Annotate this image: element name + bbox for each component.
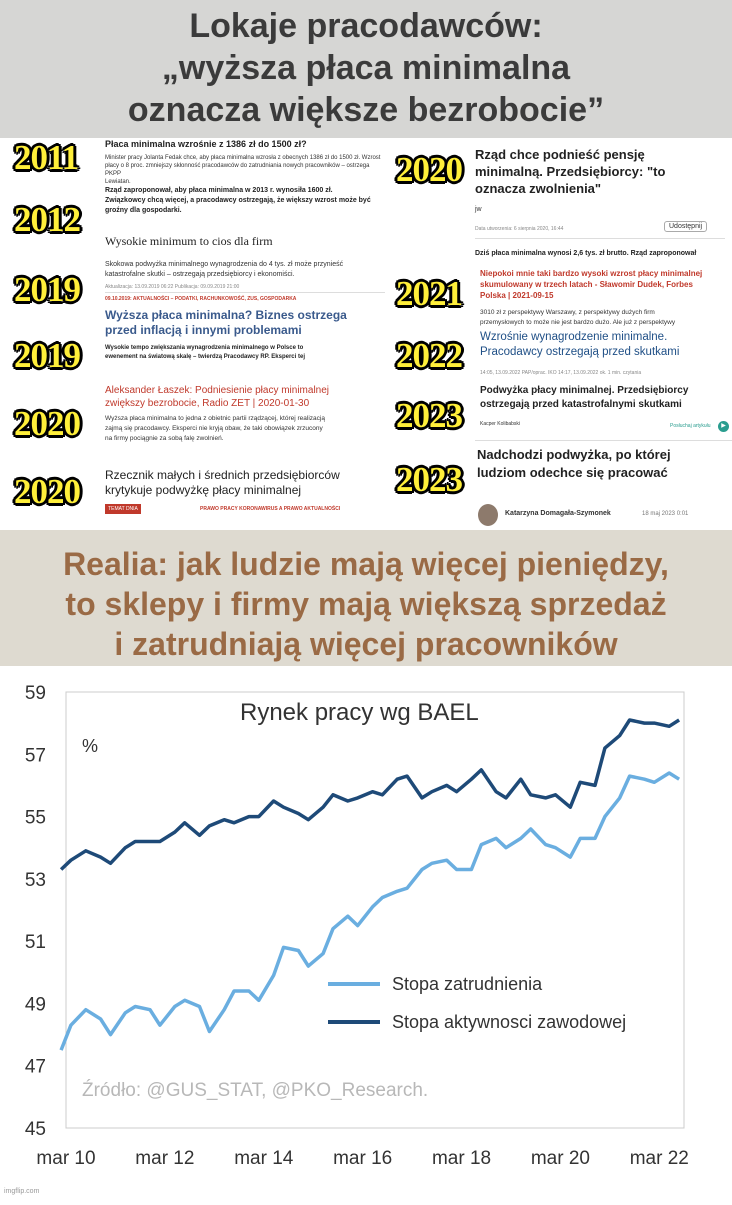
title-banner <box>0 0 732 138</box>
chart-svg <box>0 666 732 1200</box>
year-label: 2023 <box>396 396 462 435</box>
snippet-body: Dziś płaca minimalna wynosi 2,6 tys. zł brutto. Rząd zaproponował <box>475 250 697 257</box>
year-label: 2023 <box>396 460 462 499</box>
snippet-body: Wysokie tempo zwiększania wynagrodzenia minimalnego w Polsce to ewenement na światową skalę – twierdzą Pracodawcy RP. Eksperci tej <box>105 345 305 360</box>
year-label: 2021 <box>396 274 462 313</box>
title-line-3: oznacza większe bezrobocie” <box>127 91 605 129</box>
headline-2023-interia: Podwyżka płacy minimalnej. Przedsiębiorcy ostrzegają przed katastrofalnymi skutkami <box>480 385 689 410</box>
year-label: 2020 <box>14 472 80 511</box>
y-tick-label: 59 <box>24 683 46 704</box>
headline-2011: Płaca minimalna wzrośnie z 1386 zł do 1500 zł? <box>105 139 307 149</box>
article-meta: Aktualizacja: 13.09.2019 06:22 Publikacja: 09.09.2019 21:00 <box>105 284 240 290</box>
listen-article-link[interactable]: Posłuchaj artykułu <box>670 423 711 429</box>
year-label: 2011 <box>14 138 79 177</box>
headline-collage <box>0 138 732 530</box>
author: Kacper Kolibabski <box>480 421 521 427</box>
author: Katarzyna Domagała-Szymonek <box>505 510 611 517</box>
title-line-1: Lokaje pracodawców: <box>189 7 543 45</box>
divider <box>105 292 385 293</box>
category-tag: 09.10.2019: AKTUALNOŚCI – PODATKI, RACHUNKOWOŚĆ, ZUS, GOSPODARKA <box>105 296 297 302</box>
headline-2023-natemat: Nadchodzi podwyżka, po której ludziom odechce się pracować <box>477 447 671 480</box>
headline-2019-rp: Wysokie minimum to cios dla firm <box>105 234 273 248</box>
legend-label-employment: Stopa zatrudnienia <box>392 974 543 994</box>
x-tick-label: mar 12 <box>135 1148 195 1169</box>
year-label: 2020 <box>14 404 80 443</box>
topic-badge: TEMAT DNIA <box>105 504 141 514</box>
article-date: 18 maj 2023 0:01 <box>642 511 689 517</box>
share-button[interactable]: Udostępnij <box>664 221 707 232</box>
realia-line-3: i zatrudniają więcej pracowników <box>114 626 618 662</box>
headline-2012: Rząd zaproponował, aby płaca minimalna w 2013 r. wynosiła 1600 zł. Związkowcy chcą więcej, a pracodawcy ostrzegają, że większy wzrost może być groźny dla gospodarki. <box>105 187 371 214</box>
snippet-body: Skokowa podwyżka minimalnego wynagrodzenia do 4 tys. zł może przynieść katastrofalne skutki – ostrzegają przedsiębiorcy i ekonomiści. <box>105 261 344 278</box>
author: jw <box>475 206 482 213</box>
x-tick-label: mar 18 <box>431 1148 492 1169</box>
realia-line-1: Realia: jak ludzie mają więcej pieniędzy, <box>63 546 669 582</box>
headline-2021-forbes: Niepokoi mnie taki bardzo wysoki wzrost płacy minimalnej skumulowany w trzech latach - Sławomir Dudek, Forbes Polska | 2021-09-15 <box>480 269 703 300</box>
category-links: PRAWO PRACY KORONAWIRUS A PRAWO AKTUALNOŚCI <box>200 506 341 512</box>
y-tick-label: 45 <box>24 1119 46 1140</box>
headline-2020-radiozet: Aleksander Łaszek: Podniesienie płacy minimalnej zwiększy bezrobocie, Radio ZET | 2020-01-30 <box>105 385 330 409</box>
y-tick-label: 57 <box>24 745 46 767</box>
snippet-body: Wyższa płaca minimalna to jedna z obietnic partii rządzącej, której realizacją zajmą się pracodawcy. Eksperci nie kryją obaw, że taki obowiązek zrzucony na firmy pociągnie za sobą falę zwolnień. <box>105 415 325 442</box>
year-label: 2012 <box>14 200 80 239</box>
article-meta: 14:05, 13.09.2022 PAP/oprac. IKO 14:17, 13.09.2022 ok. 1 min. czytania <box>480 370 642 376</box>
plot-frame <box>66 692 684 1128</box>
year-label: 2019 <box>14 270 80 309</box>
headline-2022-money: Wzrośnie wynagrodzenie minimalne. Pracodawcy ostrzegają przed skutkami <box>480 331 680 358</box>
snippet-body: 3010 zł z perspektywy Warszawy, z perspektywy dużych firm przemysłowych to może nie jest bardzo dużo. Ale już z perspektywy <box>480 309 676 326</box>
year-label: 2022 <box>396 336 462 375</box>
title-line-2: „wyższa płaca minimalna <box>161 49 571 87</box>
year-label: 2020 <box>396 150 462 189</box>
realia-line-2: to sklepy i firmy mają większą sprzedaż <box>65 586 667 622</box>
headline-2020-fakt: Rząd chce podnieść pensję minimalną. Przedsiębiorcy: "to oznacza zwolnienia" <box>475 147 666 196</box>
y-tick-label: 47 <box>24 1056 46 1078</box>
article-date: Data utworzenia: 6 sierpnia 2020, 16:44 <box>475 226 564 232</box>
headline-2019-biznes: Wyższa płaca minimalna? Biznes ostrzega przed inflacją i innymi problemami <box>105 308 347 337</box>
realia-banner <box>0 530 732 666</box>
speaker-icon[interactable]: ▶ <box>718 421 729 432</box>
x-tick-label: mar 16 <box>333 1148 393 1169</box>
avatar <box>478 504 498 526</box>
chart-title: Rynek pracy wg BAEL <box>240 699 479 726</box>
divider <box>475 238 725 239</box>
x-tick-label: mar 10 <box>36 1148 96 1169</box>
x-tick-label: mar 20 <box>530 1148 590 1169</box>
x-tick-label: mar 22 <box>629 1148 689 1169</box>
labor-market-chart <box>0 666 732 1200</box>
source-note: Źródło: @GUS_STAT, @PKO_Research. <box>82 1080 429 1101</box>
y-tick-label: 51 <box>24 932 46 954</box>
x-tick-label: mar 14 <box>234 1148 294 1169</box>
y-unit-label: % <box>82 736 99 756</box>
y-tick-label: 49 <box>24 994 46 1016</box>
y-tick-label: 53 <box>24 869 46 891</box>
legend-label-activity: Stopa aktywnosci zawodowej <box>392 1012 627 1032</box>
snippet-body: Minister pracy Jolanta Fedak chce, aby płaca minimalna wzrosła z obecnych 1386 zł do 1500 zł. Wzrost płacy o 8 proc. zmniejszy skłonność pracodawców do zatrudniania nowych pracowników – ostrzega PKPP Lewiatan. <box>105 155 381 185</box>
divider <box>475 440 732 441</box>
watermark: imgflip.com <box>4 1188 40 1195</box>
y-tick-label: 55 <box>24 807 46 829</box>
year-label: 2019 <box>14 336 80 375</box>
headline-2020-rzecznik: Rzecznik małych i średnich przedsiębiorców krytykuje podwyżkę płacy minimalnej <box>105 468 340 497</box>
